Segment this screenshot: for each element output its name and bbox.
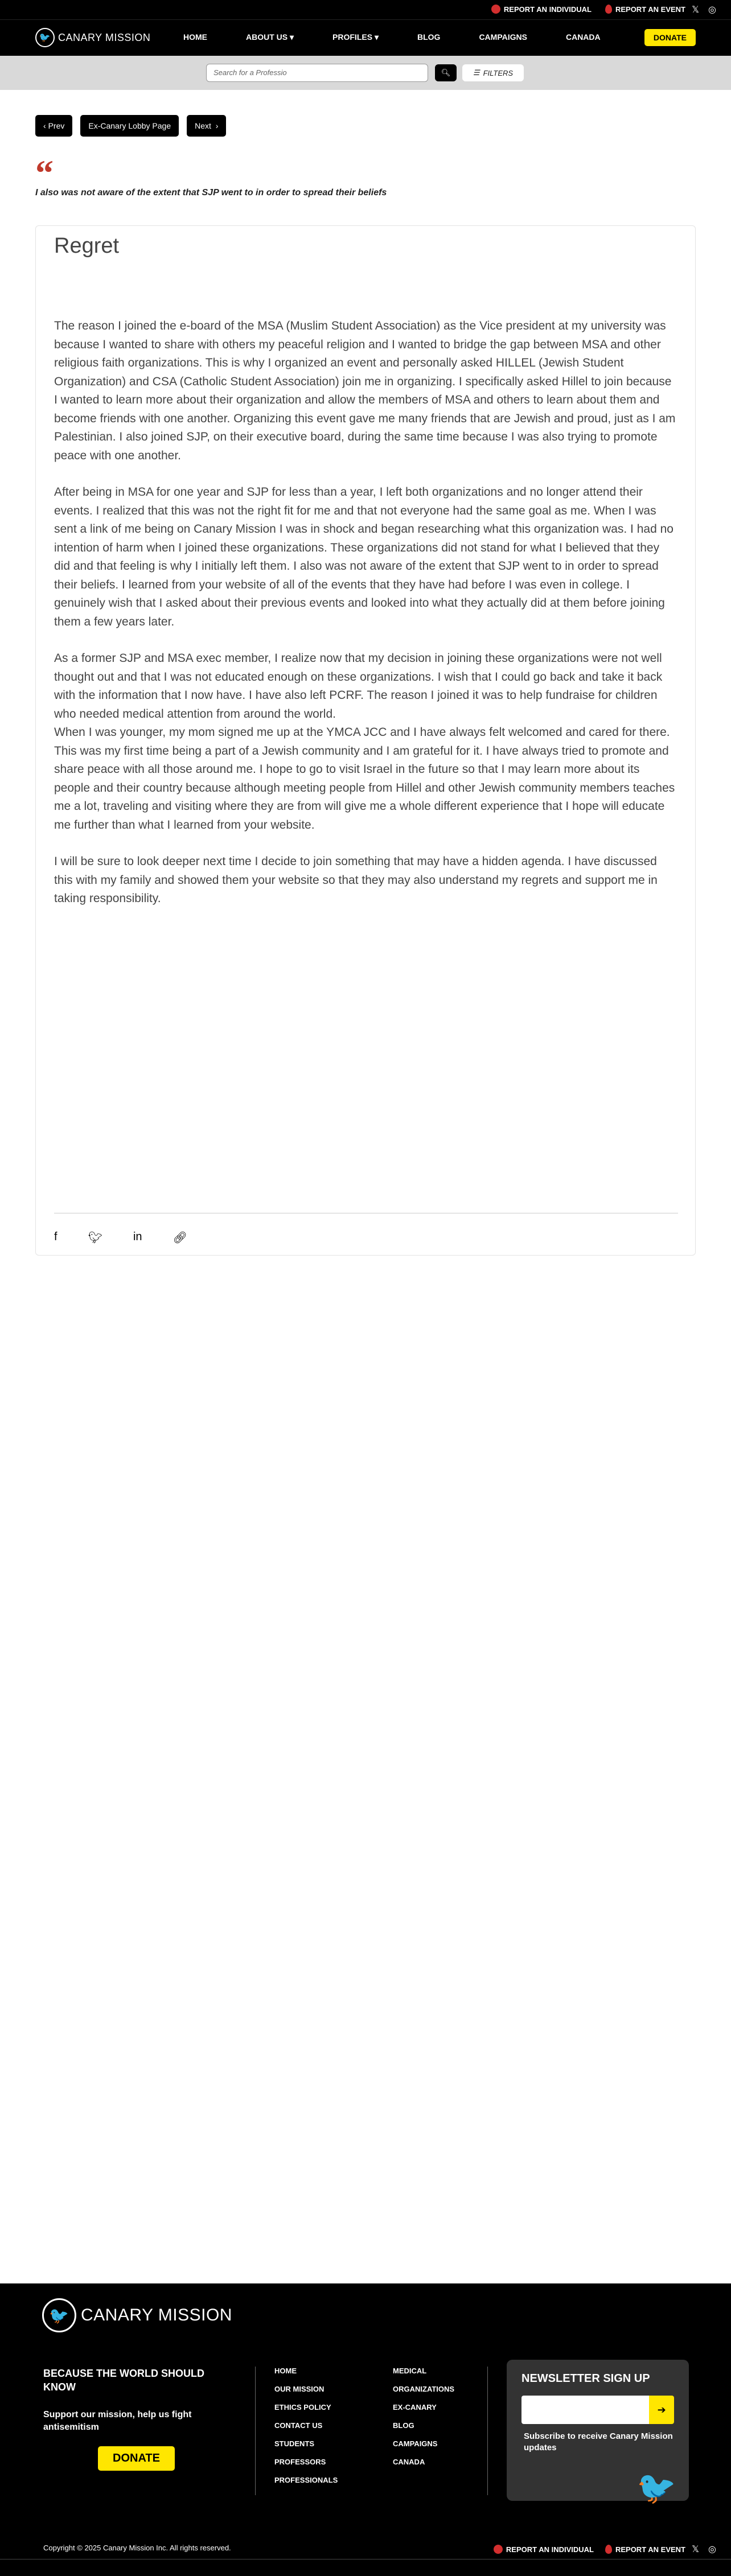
nav-about-us[interactable]: ABOUT US ▾ [246,32,294,42]
newsletter-text: Subscribe to receive Canary Mission updates [524,2431,673,2452]
nav-profiles[interactable]: PROFILES ▾ [332,32,379,42]
canary-icon: 🐦 [35,28,55,47]
newsletter-title: NEWSLETTER SIGN UP [521,2372,650,2385]
footer-link[interactable]: BLOG [393,2421,414,2430]
article-title: Regret [54,234,120,258]
next-button[interactable]: Next › [187,115,226,137]
footer-tagline: BECAUSE THE WORLD SHOULD KNOW [43,2368,204,2393]
pager [35,115,226,137]
footer [0,2283,731,2559]
newsletter-submit-button[interactable] [649,2396,674,2424]
x-icon[interactable]: 𝕏 [692,5,700,15]
canary-icon: 🐦 [42,2298,76,2332]
share-bar [54,1213,678,1245]
newsletter-box [507,2360,689,2505]
search-input[interactable]: Search for a Professio [206,64,428,82]
search-button[interactable] [435,64,457,81]
search-icon: 🔍︎ [441,68,451,77]
report-individual-link[interactable]: REPORT AN INDIVIDUAL [491,5,592,14]
facebook-icon[interactable]: f [54,1231,58,1243]
canary-icon: 🐦 [636,2470,676,2505]
report-event-link[interactable]: REPORT AN EVENT [605,5,685,14]
instagram-icon[interactable]: ◎ [708,5,716,15]
arrow-right-icon: ➔ [657,2404,666,2415]
article-body [54,317,678,927]
x-icon[interactable]: 𝕏 [692,2545,700,2554]
footer-links-col1 [274,2367,338,2484]
footer-link[interactable]: EX-CANARY [393,2403,437,2412]
main-nav [0,19,731,56]
flame-icon [605,2545,612,2554]
paragraph: I will be sure to look deeper next time I decide to join something that may have a hidden agenda. I have discussed this with my family and showed them your website so that they may also understand my regrets and support me in taking responsibility. [54,855,658,905]
footer-link[interactable]: CANADA [393,2458,425,2466]
nav-canada[interactable]: CANADA [565,32,601,42]
footer-link[interactable]: CONTACT US [274,2421,323,2430]
divider [487,2367,488,2495]
footer-link[interactable]: ETHICS POLICY [274,2403,331,2412]
flame-icon [605,5,612,14]
footer-link[interactable]: STUDENTS [274,2439,315,2448]
filters-button[interactable]: ☰ FILTERS [462,64,524,81]
pull-quote: I also was not aware of the extent that SJP went to in order to spread their beliefs [35,188,387,197]
footer-link[interactable]: MEDICAL [393,2367,427,2375]
quote-mark-icon: “ [35,153,54,193]
footer-logo[interactable]: 🐦 CANARY MISSION [42,2298,232,2332]
copyright: Copyright © 2025 Canary Mission Inc. All rights reserved. [43,2544,231,2552]
paragraph: The reason I joined the e-board of the MSA (Muslim Student Association) as the Vice president at my university was because I wanted to share with others my peaceful religion and I wanted to bridge the gap between MSA and other religious faith organizations. This is why I organized an event and personally asked HILLEL (Jewish Student Organization) and CSA (Catholic Student Association) join me in organizing. I specifically asked Hillel to join because I wanted to learn more about their organization and allow the members of MSA and others to learn about them and become friends with one another. Organizing this event gave me many friends that are Jewish and proud, just as I am Palestinian. I also joined SJP, on their executive board, during the same time because I was also trying to promote peace with one another. [54,319,676,462]
report-individual-link[interactable]: REPORT AN INDIVIDUAL [494,2545,594,2554]
person-icon [494,2545,503,2554]
linkedin-icon[interactable]: in [133,1231,142,1243]
twitter-icon[interactable]: 🐦︎ [88,1232,102,1244]
prev-button[interactable]: ‹ Prev [35,115,72,137]
footer-link[interactable]: PROFESSORS [274,2458,326,2466]
paragraph: After being in MSA for one year and SJP for less than a year, I left both organizations and no longer attend their events. I realized that this was not the right fit for me and that not everyone had the same goal as me. When I was sent a link of me being on Canary Mission I was in shock and began researching what this organization was. I had no intention of harm when I joined these organizations. These organizations did not stand for what I believed that they did and that feeling is why I initially left them. I also was not aware of the extent that SJP went to in order to spread their beliefs. I learned from your website of all of the events that they have had before I was even in college. I genuinely wish that I asked about their previous events and looked into what they actually did at them before joining them a few years later. [54,485,673,628]
search-bar [0,56,731,90]
footer-support-text: Support our mission, help us fight antisemitism [43,2410,192,2432]
footer-links-col2 [393,2367,454,2466]
person-icon [491,5,500,14]
filter-icon: ☰ [473,68,480,77]
instagram-icon[interactable]: ◎ [708,2545,716,2554]
paragraph: When I was younger, my mom signed me up at the YMCA JCC and I have always felt welcomed and cared for there. This was my first time being a part of a Jewish community and I am grateful for it. I have always tried to promote and share peace with all those around me. I hope to go to visit Israel in the future so that I may learn more about its people and their country because although meeting people from Hillel and other Jewish community members teaches me a lot, traveling and visiting where they are from will give me a whole different experience that I hope will educate me further than what I learned from your website. [54,726,675,832]
newsletter-email-input[interactable] [521,2396,649,2424]
top-bar [0,0,731,19]
nav-blog[interactable]: BLOG [417,32,441,42]
nav-campaigns[interactable]: CAMPAIGNS [479,32,527,42]
footer-link[interactable]: PROFESSIONALS [274,2476,338,2484]
footer-bottom [0,2544,731,2576]
logo[interactable]: 🐦 CANARY MISSION [35,28,150,47]
paragraph: As a former SJP and MSA exec member, I realize now that my decision in joining these organizations were not well thought out and that I was not educated enough on these organizations. I wish that I could go back and take it back with the information that I now have. I have also left PCRF. The reason I joined it was to help fundraise for children who needed medical attention from around the world. [54,652,663,721]
donate-button[interactable]: DONATE [644,29,696,46]
link-icon[interactable]: 🔗︎ [173,1232,187,1244]
article-card [35,225,696,1256]
report-event-link[interactable]: REPORT AN EVENT [605,2545,685,2554]
footer-link[interactable]: ORGANIZATIONS [393,2385,455,2393]
footer-link[interactable]: OUR MISSION [274,2385,325,2393]
footer-donate-button[interactable]: DONATE [98,2446,175,2471]
divider [255,2367,256,2495]
footer-link[interactable]: HOME [274,2367,297,2375]
nav-home[interactable]: HOME [183,32,207,42]
lobby-button[interactable]: Ex-Canary Lobby Page [80,115,179,137]
footer-link[interactable]: CAMPAIGNS [393,2439,438,2448]
